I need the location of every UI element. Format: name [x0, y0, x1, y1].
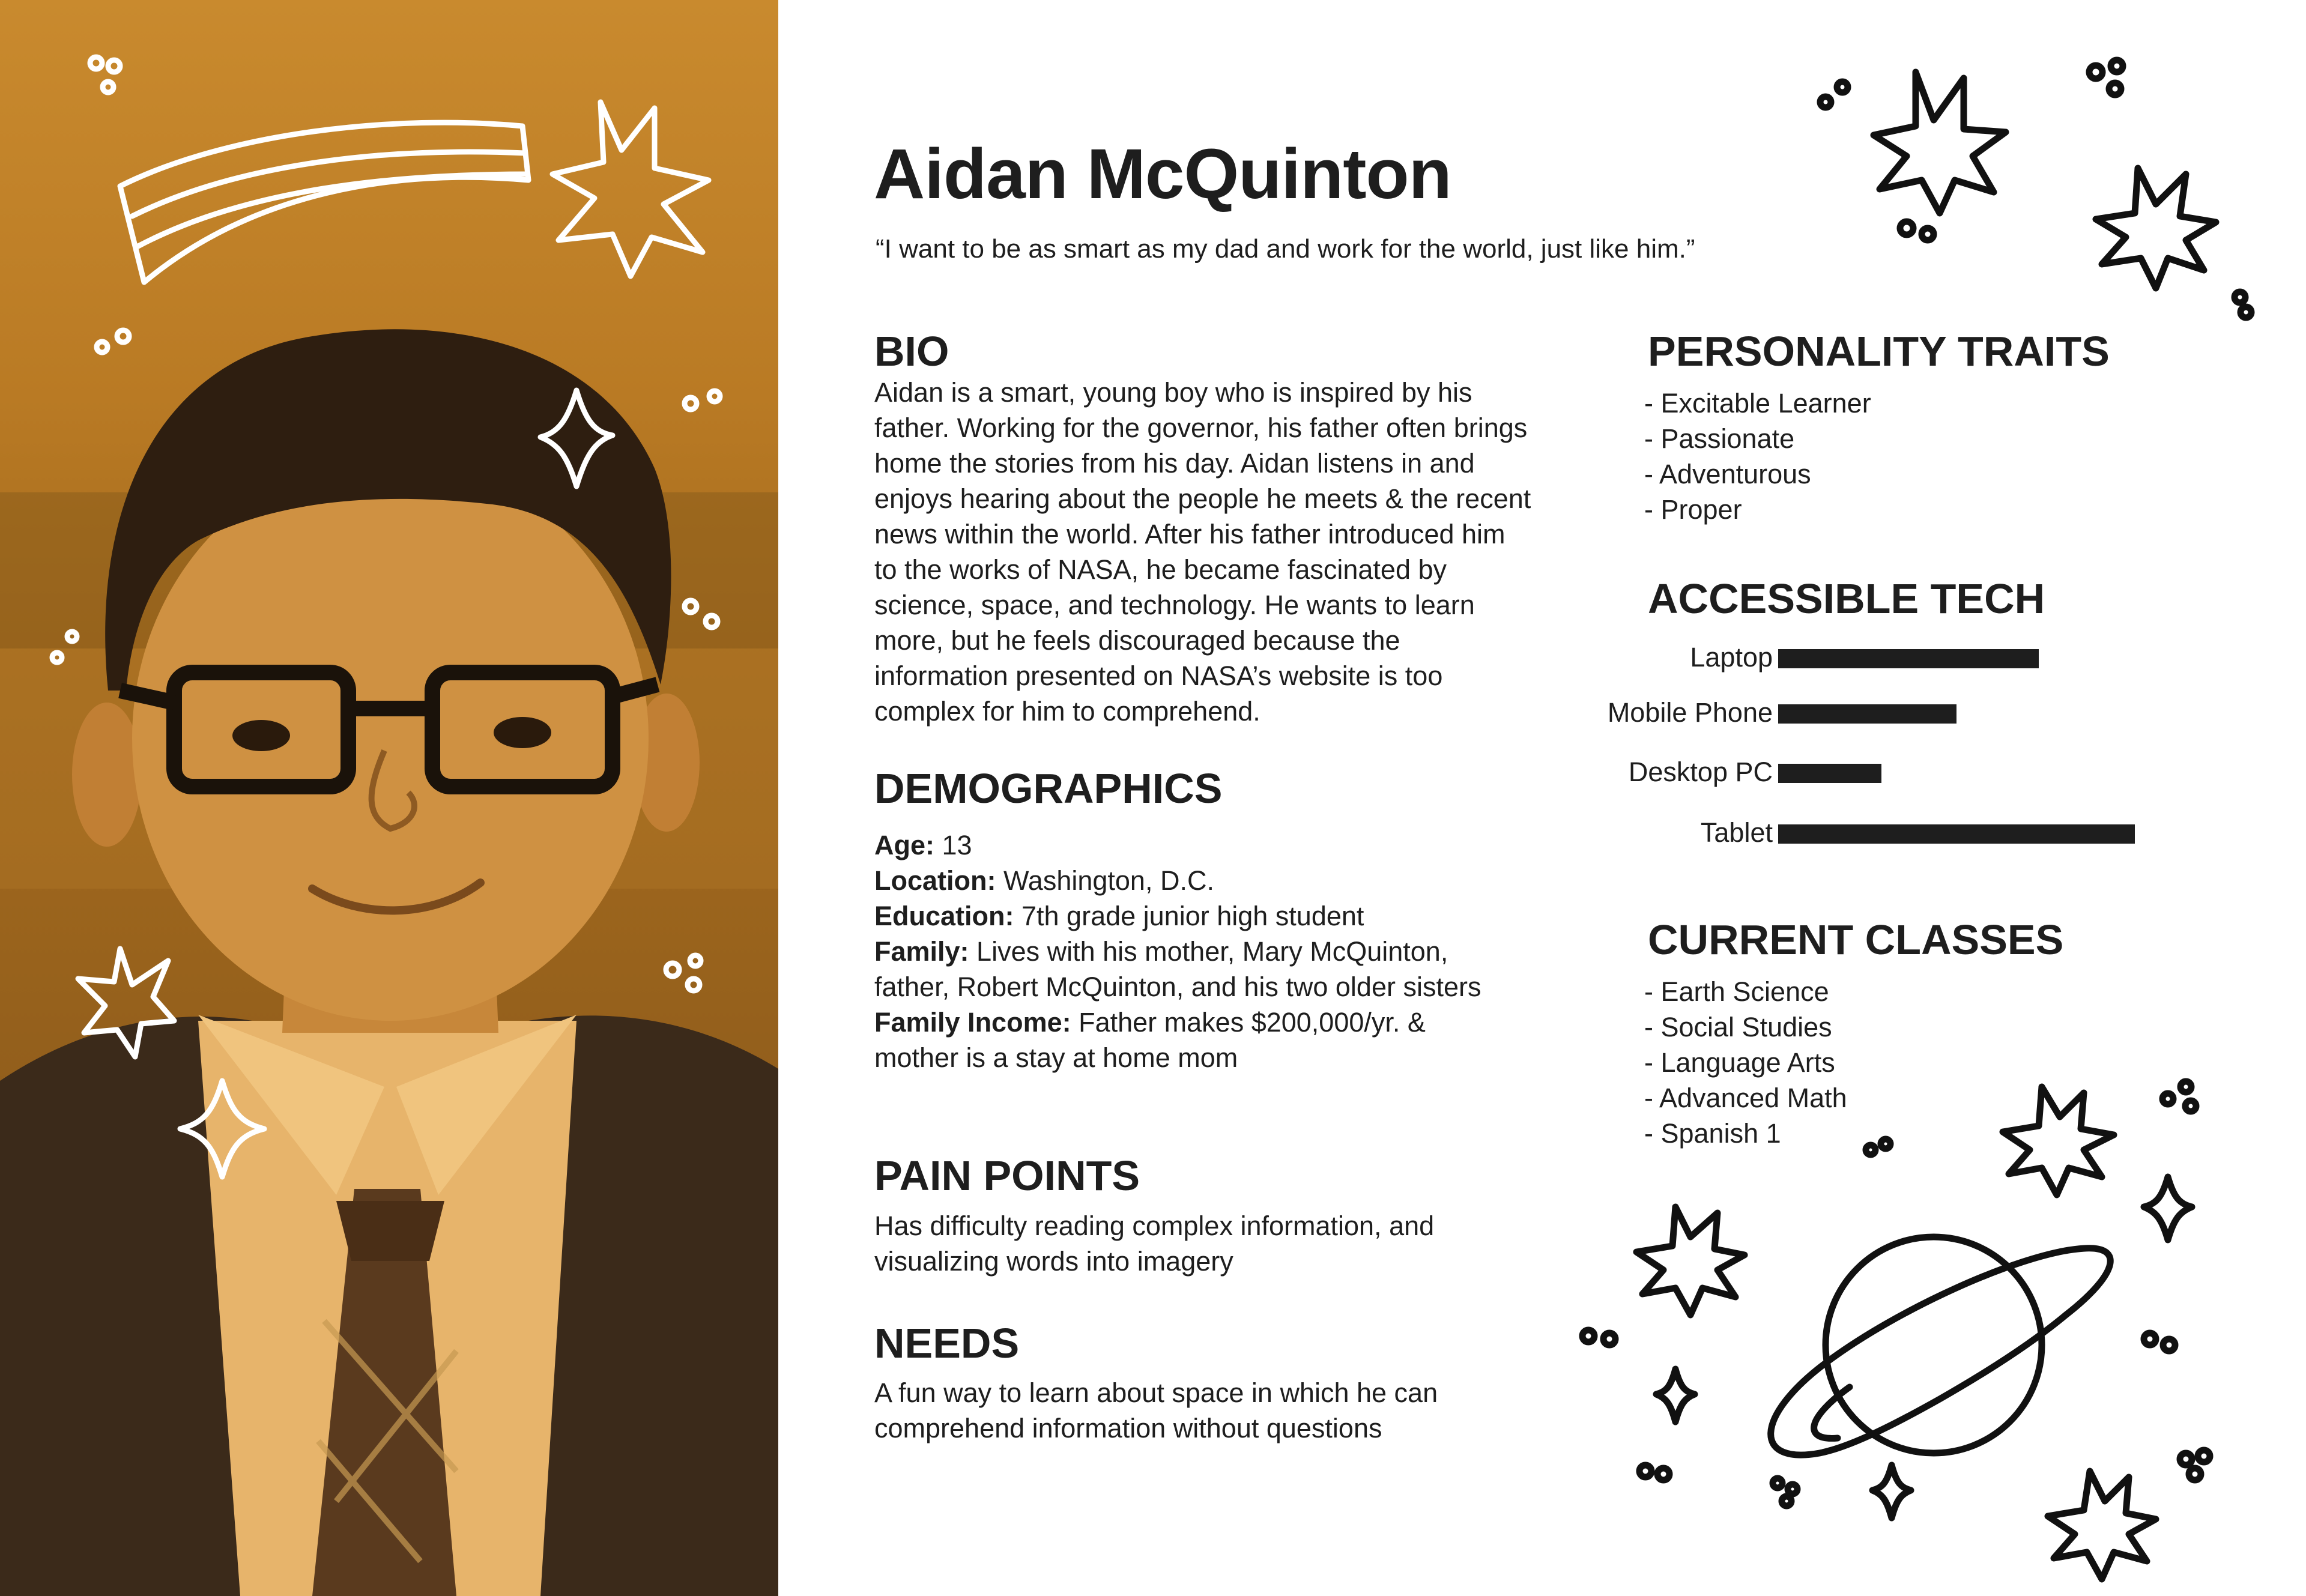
- tech-label: Mobile Phone: [1607, 697, 1773, 728]
- star-icon: [2048, 1471, 2156, 1579]
- sparkle-icon: [1656, 1369, 1695, 1422]
- tech-level-bar: [1778, 649, 2039, 668]
- tech-label: Laptop: [1690, 642, 1773, 673]
- bio-text: Aidan is a smart, young boy who is inspired by his father. Working for the governor, his father often brings home the stories from his day. Aidan listens in and enjoys hearing about the people he meets & the recent news within the world. After his father introduced him to the works of NASA, he became fascinated by science, space, and technology. He wants to learn more, but he feels discouraged because the information presented on NASA’s website is too complex for him to comprehend.: [874, 377, 1531, 727]
- star-icon: [2003, 1087, 2114, 1195]
- personality-heading: PERSONALITY TRAITS: [1648, 328, 2110, 375]
- classes-heading: CURRENT CLASSES: [1648, 916, 2064, 963]
- star-icon: [1874, 72, 2006, 213]
- demographic-family: Family: Lives with his mother, Mary McQuinton, father, Robert McQuinton, and his two older sisters: [874, 936, 1481, 1002]
- tech-label: Desktop PC: [1628, 757, 1773, 787]
- classes-list: [1644, 974, 1847, 1151]
- demographic-location: Location: Washington, D.C.: [874, 865, 1214, 896]
- demographics-details: [874, 827, 1499, 1075]
- tech-level-bar: [1778, 824, 2135, 844]
- tech-row: [1537, 754, 2174, 790]
- sparkle-icon: [2144, 1177, 2192, 1240]
- tech-level-bar: [1778, 704, 1956, 724]
- portrait-illustration: [0, 0, 778, 1596]
- list-item: - Social Studies: [1644, 1012, 1832, 1042]
- persona-name: Aidan McQuinton: [874, 135, 1451, 214]
- list-item: - Proper: [1644, 494, 1742, 525]
- pain-points-text: Has difficulty reading complex information, and visualizing words into imagery: [874, 1211, 1435, 1277]
- list-item: - Language Arts: [1644, 1047, 1835, 1078]
- list-item: - Advanced Math: [1644, 1083, 1847, 1113]
- persona-quote: “I want to be as smart as my dad and work for the world, just like him.”: [876, 234, 1695, 264]
- tech-row: [1537, 639, 2174, 676]
- tech-row: [1537, 815, 2174, 851]
- needs-heading: NEEDS: [874, 1320, 1020, 1367]
- tech-label: Tablet: [1700, 817, 1773, 848]
- star-icon: [1636, 1207, 1745, 1315]
- needs-text: A fun way to learn about space in which he can comprehend information without questions: [874, 1377, 1438, 1443]
- list-item: - Spanish 1: [1644, 1118, 1781, 1149]
- tech-row: [1537, 695, 2174, 731]
- list-item: - Earth Science: [1644, 976, 1829, 1007]
- bio-heading: BIO: [874, 328, 949, 375]
- list-item: - Excitable Learner: [1644, 388, 1871, 419]
- persona-photo: [0, 0, 778, 1596]
- tech-level-bar: [1778, 764, 1881, 783]
- list-item: - Adventurous: [1644, 459, 1811, 489]
- personality-list: [1644, 385, 1871, 527]
- list-item: - Passionate: [1644, 423, 1795, 454]
- demographic-education: Education: 7th grade junior high student: [874, 901, 1364, 931]
- demographic-age: Age: 13: [874, 830, 972, 860]
- demographics-heading: DEMOGRAPHICS: [874, 765, 1223, 812]
- star-icon: [2096, 168, 2216, 288]
- demographic-income: Family Income: Father makes $200,000/yr. & mother is a stay at home mom: [874, 1007, 1426, 1073]
- pain-points-heading: PAIN POINTS: [874, 1152, 1140, 1199]
- sparkle-icon: [1872, 1465, 1911, 1518]
- planet-icon: [1771, 1237, 2111, 1455]
- tech-heading: ACCESSIBLE TECH: [1648, 575, 2045, 622]
